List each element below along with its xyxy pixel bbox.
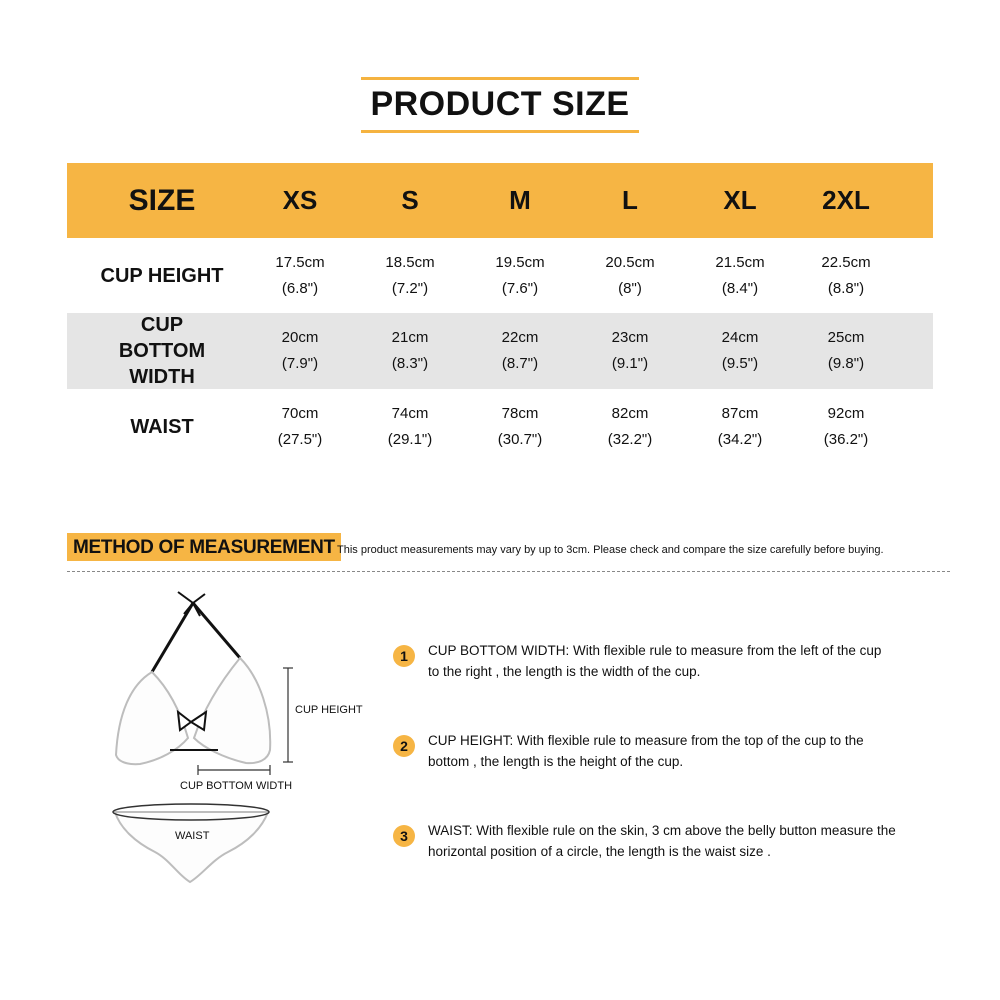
value-in: (34.2") [717,431,763,448]
value-in: (32.2") [607,431,653,448]
value-in: (9.5") [721,355,759,372]
cup-height-annotation [283,668,363,762]
step-line: bottom , the length is the height of the cup. [428,754,684,769]
page-title: PRODUCT SIZE [370,85,630,123]
bikini-top-illustration [116,592,270,764]
value-cm: 25cm [827,329,865,346]
value-cm: 70cm [281,405,319,422]
table-cell [250,313,350,389]
value-cm: 19.5cm [495,253,545,271]
value-cm: 74cm [391,405,429,422]
bikini-illustration [100,590,370,890]
value-in: (8.8") [827,279,865,297]
row-label-cup-bottom-width [92,313,232,389]
value-cm: 92cm [827,405,865,422]
value-cm: 22cm [501,329,539,346]
table-cell [796,313,896,389]
dashed-divider [67,571,950,572]
row-label-text: CUP BOTTOM WIDTH [118,314,206,388]
value-cm: 87cm [721,405,759,422]
value-cm: 18.5cm [385,253,435,271]
size-table [67,163,933,465]
cup-bottom-width-annotation [180,765,292,792]
header-size-s: S [401,185,419,215]
step-line: to the right , the length is the width of the cup. [428,664,701,679]
value-cm: 17.5cm [275,253,325,271]
value-in: (9.8") [827,355,865,372]
value-in: (36.2") [823,431,869,448]
value-cm: 22.5cm [821,253,871,271]
row-label-waist [92,389,232,465]
table-cell [690,313,790,389]
row-label-text: WAIST [130,416,194,438]
step-number-badge: 2 [393,735,415,757]
table-header-row [67,163,933,238]
value-in: (9.1") [611,355,649,372]
waist-label: WAIST [175,830,210,842]
value-cm: 24cm [721,329,759,346]
value-cm: 82cm [611,405,649,422]
value-cm: 20cm [281,329,319,346]
value-in: (7.9") [281,355,319,372]
table-cell [580,389,680,465]
table-cell [250,238,350,313]
table-row [67,313,933,389]
table-cell [360,389,460,465]
value-cm: 21.5cm [715,253,765,271]
value-in: (8") [618,279,642,297]
value-in: (7.2") [391,279,429,297]
table-cell [360,313,460,389]
header-size-label: SIZE [128,183,196,217]
value-in: (7.6") [501,279,539,297]
step-text [428,640,928,682]
table-cell [580,238,680,313]
header-size-2xl: 2XL [822,185,870,215]
value-in: (6.8") [281,279,319,297]
step-number-badge: 3 [393,825,415,847]
table-cell [580,313,680,389]
cup-height-label: CUP HEIGHT [295,704,363,716]
value-cm: 20.5cm [605,253,655,271]
step-text [428,730,928,772]
table-cell [360,238,460,313]
table-cell [250,389,350,465]
step-line: CUP HEIGHT: With flexible rule to measure from the top of the cup to the [428,733,864,748]
step-line: horizontal position of a circle, the length is the waist size . [428,844,771,859]
value-in: (27.5") [277,431,323,448]
method-heading: METHOD OF MEASUREMENT [67,533,341,561]
step-line: WAIST: With flexible rule on the skin, 3 cm above the belly button measure the [428,823,896,838]
table-cell [470,313,570,389]
title-rule-bottom [361,130,639,133]
value-in: (8.4") [721,279,759,297]
table-row [67,389,933,465]
step-number-badge: 1 [393,645,415,667]
header-size-m: M [509,185,531,215]
table-cell [470,389,570,465]
row-label-cup-height [92,238,232,313]
value-in: (8.3") [391,355,429,372]
header-size-xs: XS [282,185,318,215]
step-text [428,820,928,862]
table-cell [690,238,790,313]
value-in: (8.7") [501,355,539,372]
cup-bottom-width-label: CUP BOTTOM WIDTH [180,780,293,792]
header-size-xl: XL [723,185,757,215]
measurement-note: This product measurements may vary by up to 3cm. Please check and compare the size carefully before buying. [337,544,884,556]
value-cm: 21cm [391,329,429,346]
bikini-bottom-illustration [113,804,269,882]
value-cm: 78cm [501,405,539,422]
value-in: (29.1") [387,431,433,448]
table-row [67,238,933,313]
table-cell [690,389,790,465]
bikini-diagram [100,590,370,890]
header-size-l: L [622,185,638,215]
table-cell [796,238,896,313]
value-in: (30.7") [497,431,543,448]
table-cell [470,238,570,313]
table-cell [796,389,896,465]
title-block [361,77,639,133]
row-label-text: CUP HEIGHT [100,264,224,287]
step-line: CUP BOTTOM WIDTH: With flexible rule to measure from the left of the cup [428,643,882,658]
title-rule-top [361,77,639,80]
value-cm: 23cm [611,329,649,346]
